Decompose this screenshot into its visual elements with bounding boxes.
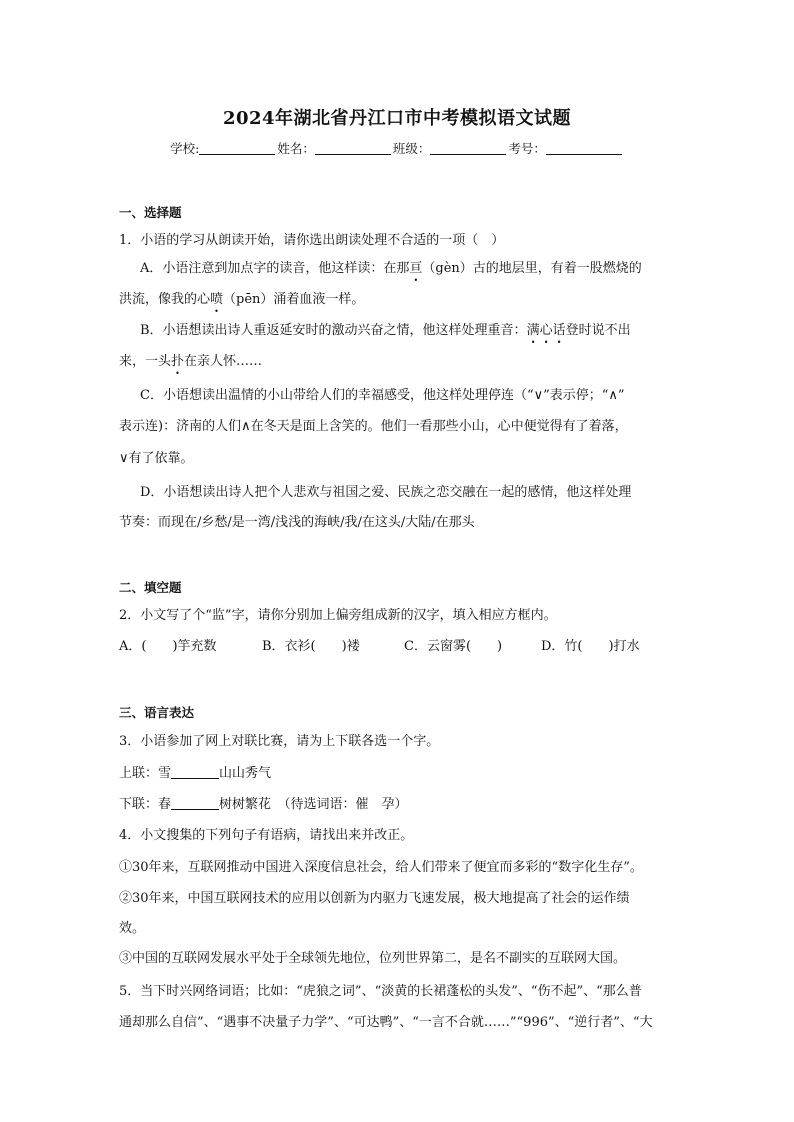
dotted-char: 满 — [526, 323, 540, 338]
couplet-upper-blank[interactable] — [171, 766, 219, 779]
dotted-char: 扑 — [171, 354, 185, 369]
couplet-lower-pre: 下联：春 — [119, 797, 172, 812]
class-label: 班级： — [392, 141, 431, 156]
question-5-line-2: 通却那么自信”、“遇事不决量子力学”、“可达鸭”、“一言不合就……”“996”、“逆行者”、“大 — [119, 1015, 653, 1030]
fill-option-d[interactable]: D．竹( )打水 — [541, 639, 640, 654]
option-b-text: 在亲人怀…… — [184, 354, 263, 369]
option-a-text: （pēn）涌着血液一样。 — [223, 292, 365, 307]
section-heading-choice: 一、选择题 — [119, 205, 182, 220]
page-title: 2024年湖北省丹江口市中考模拟语文试题 — [222, 108, 572, 129]
option-b-line-2 — [119, 350, 262, 369]
couplet-upper-pre: 上联：雪 — [119, 766, 172, 781]
fill-option-b[interactable]: B．衣衫( )褛 — [262, 639, 360, 654]
option-b-text: 登时说不出 — [565, 323, 631, 338]
option-c-line-3: ∨有了依靠。 — [119, 451, 194, 466]
school-blank[interactable] — [199, 142, 275, 155]
question-5-line-1: 5．当下时兴网络词语；比如：“虎狼之词”、“淡黄的长裙蓬松的头发”、“伤不起”、“那么普 — [119, 984, 642, 999]
student-info-line — [0, 139, 794, 157]
option-d-line-2: 节奏：而现在/乡愁/是一湾/浅浅的海峡/我/在这头/大陆/在那头 — [119, 515, 475, 530]
name-blank[interactable] — [315, 142, 391, 155]
sentence-2-line-2: 效。 — [119, 921, 146, 936]
option-b-line-1 — [140, 319, 631, 338]
couplet-lower — [119, 793, 408, 812]
question-1: 1．小语的学习从朗读开始，请你选出朗读处理不合适的一项（ ） — [119, 233, 505, 248]
option-d-line-1: D．小语想读出诗人把个人悲欢与祖国之爱、民族之恋交融在一起的感情，他这样处理 — [140, 485, 632, 500]
option-a-text: 洪流，像我的心 — [119, 292, 211, 307]
number-blank[interactable] — [546, 142, 622, 155]
question-3: 3．小语参加了网上对联比赛，请为上下联各选一个字。 — [119, 734, 440, 749]
option-c-line-1: C．小语想读出温情的小山带给人们的幸福感受，他这样处理停连（“∨”表示停；“∧” — [140, 388, 625, 403]
section-heading-fill: 二、填空题 — [119, 580, 182, 595]
question-4: 4．小文搜集的下列句子有语病，请找出来并改正。 — [119, 828, 414, 843]
dotted-char: 喷 — [210, 292, 224, 307]
dotted-char: 亘 — [409, 261, 423, 276]
fill-option-a[interactable]: A．( )竽充数 — [119, 639, 217, 654]
option-b-text: B．小语想读出诗人重返延安时的激动兴奋之情，他这样处理重音： — [140, 323, 527, 338]
fill-option-c[interactable]: C．云窗雾( ) — [404, 639, 503, 654]
option-a-text: （gèn）古的地层里，有着一股燃烧的 — [422, 261, 642, 276]
school-label: 学校: — [170, 141, 200, 156]
couplet-upper-post: 山山秀气 — [219, 766, 272, 781]
question-2: 2．小文写了个“监”字，请你分别加上偏旁组成新的汉字，填入相应方框内。 — [119, 608, 557, 623]
sentence-3: ③中国的互联网发展水平处于全球领先地位，位列世界第二，是名不副实的互联网大国。 — [119, 951, 627, 966]
option-c-line-2: 表示连)：济南的人们∧在冬天是面上含笑的。他们一看那些小山，心中便觉得有了着落， — [119, 419, 628, 434]
name-label: 姓名： — [277, 141, 315, 156]
option-b-text: 来，一头 — [119, 354, 172, 369]
option-a-text: A．小语注意到加点字的读音，他这样读：在那 — [140, 261, 410, 276]
section-heading-expression: 三、语言表达 — [119, 705, 195, 720]
couplet-lower-post: 树树繁花 （待选词语：催 孕） — [219, 797, 408, 812]
couplet-lower-blank[interactable] — [171, 797, 219, 810]
option-a-line-2 — [119, 288, 364, 307]
dotted-char: 话 — [552, 323, 566, 338]
option-a-line-1 — [140, 257, 642, 276]
number-label: 考号： — [508, 141, 546, 156]
couplet-upper — [119, 762, 271, 781]
sentence-1: ①30年来，互联网推动中国进入深度信息社会，给人们带来了便宜而多彩的“数字化生存”。 — [119, 860, 643, 875]
sentence-2-line-1: ②30年来，中国互联网技术的应用以创新为内驱力飞速发展，极大地提高了社会的运作绩 — [119, 891, 630, 906]
class-blank[interactable] — [430, 142, 506, 155]
dotted-char: 心 — [539, 323, 553, 338]
